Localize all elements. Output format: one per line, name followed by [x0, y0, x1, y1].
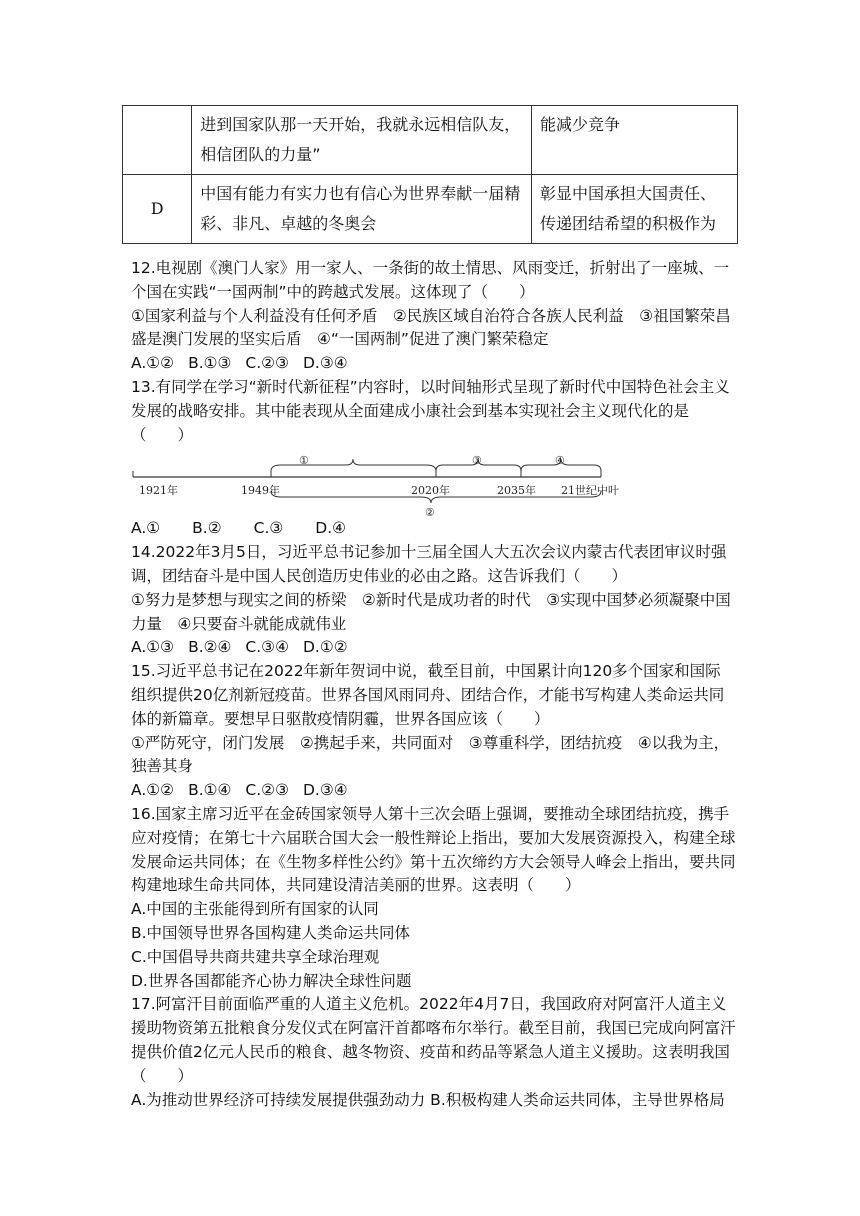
q14-stem: 14.2022年3月5日，习近平总书记参加十三届全国人大五次会议内蒙古代表团审议时强调，团结奋斗是中国人民创造历史伟业的必由之路。这告诉我们（ ）: [131, 543, 727, 585]
q13-option-d: D.④: [315, 519, 347, 538]
timeline-label-1949: 1949年: [241, 484, 280, 498]
q14-items: ①努力是梦想与现实之间的桥梁 ②新时代是成功者的时代 ③实现中国梦必须凝聚中国力量 ④只要奋斗就能成就伟业: [131, 590, 731, 633]
q14-option-d: D.①②: [302, 638, 348, 657]
q16-stem: 16.国家主席习近平在金砖国家领导人第十三次会晤上强调，要推动全球团结抗疫，携手应对疫情；在第七十六届联合国大会一般性辩论上指出，要加大发展资源投入，构建全球发展命运共同体；在《生物多样性公约》第十五次缔约方大会领导人峰会上指出，要共同构建地球生命共同体，共同建设清洁美丽的世界。这表明（ ）: [131, 804, 736, 895]
q16-option-b: B.中国领导世界各国构建人类命运共同体: [131, 923, 411, 942]
table-cell-quote: 进到国家队那一天开始，我就永远相信队友，相信团队的力量”: [192, 106, 532, 175]
q13-stem: 13.有同学在学习“新时代新征程”内容时，以时间轴形式呈现了新时代中国特色社会主义发展的战略安排。其中能表现从全面建成小康社会到基本实现社会主义现代化的是（ ）: [131, 377, 730, 444]
q15-stem: 15.习近平总书记在2022年新年贺词中说，截至目前，中国累计向120多个国家和国际组织提供20亿剂新冠疫苗。世界各国风雨同舟、团结合作，才能书写构建人类命运共同体的新篇章。要想早日驱散疫情阴霾，世界各国应该（ ）: [131, 662, 725, 728]
timeline-mark-3: ③: [472, 454, 482, 468]
table-cell-analysis: 彰显中国承担大国责任、传递团结希望的积极作为: [532, 175, 738, 244]
q14-option-c: C.③④: [245, 638, 289, 657]
q15-option-b: B.①④: [188, 781, 232, 800]
timeline-label-2020: 2020年: [411, 484, 450, 498]
table-cell-label: [123, 106, 192, 175]
q16-option-d: D.世界各国都能齐心协力解决全球性问题: [131, 971, 412, 990]
brace-1: [271, 459, 436, 471]
q16-option-c: C.中国倡导共商共建共享全球治理观: [131, 947, 380, 966]
q14-option-b: B.②④: [188, 638, 232, 657]
table-cell-analysis: 能减少竞争: [532, 106, 738, 175]
q17-options: A.为推动世界经济可持续发展提供强劲动力 B.积极构建人类命运共同体，主导世界格局: [131, 1090, 725, 1109]
q16-option-a: A.中国的主张能得到所有国家的认同: [131, 900, 379, 919]
q12-stem: 12.电视剧《澳门人家》用一家人、一条街的故土情思、风雨变迁，折射出了一座城、一个国在实践“一国两制”中的跨越式发展。这体现了（ ）: [131, 259, 730, 301]
timeline-diagram: [131, 449, 661, 520]
q12-option-c: C.②③: [245, 354, 289, 373]
timeline-mark-4: ④: [555, 454, 565, 468]
table-cell-label: D: [123, 175, 192, 244]
q15-items: ①严防死守，闭门发展 ②携起手来，共同面对 ③尊重科学，团结抗疫 ④以我为主，独善其身: [131, 733, 730, 776]
timeline-label-1921: 1921年: [139, 484, 178, 498]
q13-option-c: C.③: [253, 519, 284, 538]
q15-option-d: D.③④: [302, 781, 348, 800]
q14-options: [131, 636, 736, 660]
q12-options: [131, 352, 736, 376]
q12-option-d: D.③④: [302, 354, 348, 373]
q12-items: ①国家利益与个人利益没有任何矛盾 ②民族区域自治符合各族人民利益 ③祖国繁荣昌盛是澳门发展的坚实后盾 ④“一国两制”促进了澳门繁荣稳定: [131, 306, 731, 349]
q13-option-a: A.①: [131, 519, 161, 538]
q17-stem: 17.阿富汗目前面临严重的人道主义危机。2022年4月7日，我国政府对阿富汗人道主义援助物资第五批粮食分发仪式在阿富汗首都喀布尔举行。截至目前，我国已完成向阿富汗提供价值2亿元人民币的粮食、越冬物资、疫苗和药品等紧急人道主义援助。这表明我国（ ）: [131, 995, 736, 1085]
timeline-mark-1: ①: [299, 454, 309, 468]
q12-option-b: B.①③: [188, 354, 232, 373]
question-body: [131, 257, 736, 1112]
timeline-label-mid-century: 21世纪中叶: [561, 484, 619, 498]
q12-option-a: A.①②: [131, 354, 175, 373]
table-row: [123, 106, 738, 175]
timeline-mark-2: ②: [425, 506, 435, 520]
q15-options: [131, 779, 736, 803]
q15-option-c: C.②③: [245, 781, 289, 800]
q13-option-b: B.②: [192, 519, 222, 538]
answer-table: [122, 105, 738, 244]
q14-option-a: A.①③: [131, 638, 175, 657]
table-row: [123, 175, 738, 244]
timeline-label-2035: 2035年: [497, 484, 536, 498]
table-cell-quote: 中国有能力有实力也有信心为世界奉献一届精彩、非凡、卓越的冬奥会: [192, 175, 532, 244]
q15-option-a: A.①②: [131, 781, 175, 800]
